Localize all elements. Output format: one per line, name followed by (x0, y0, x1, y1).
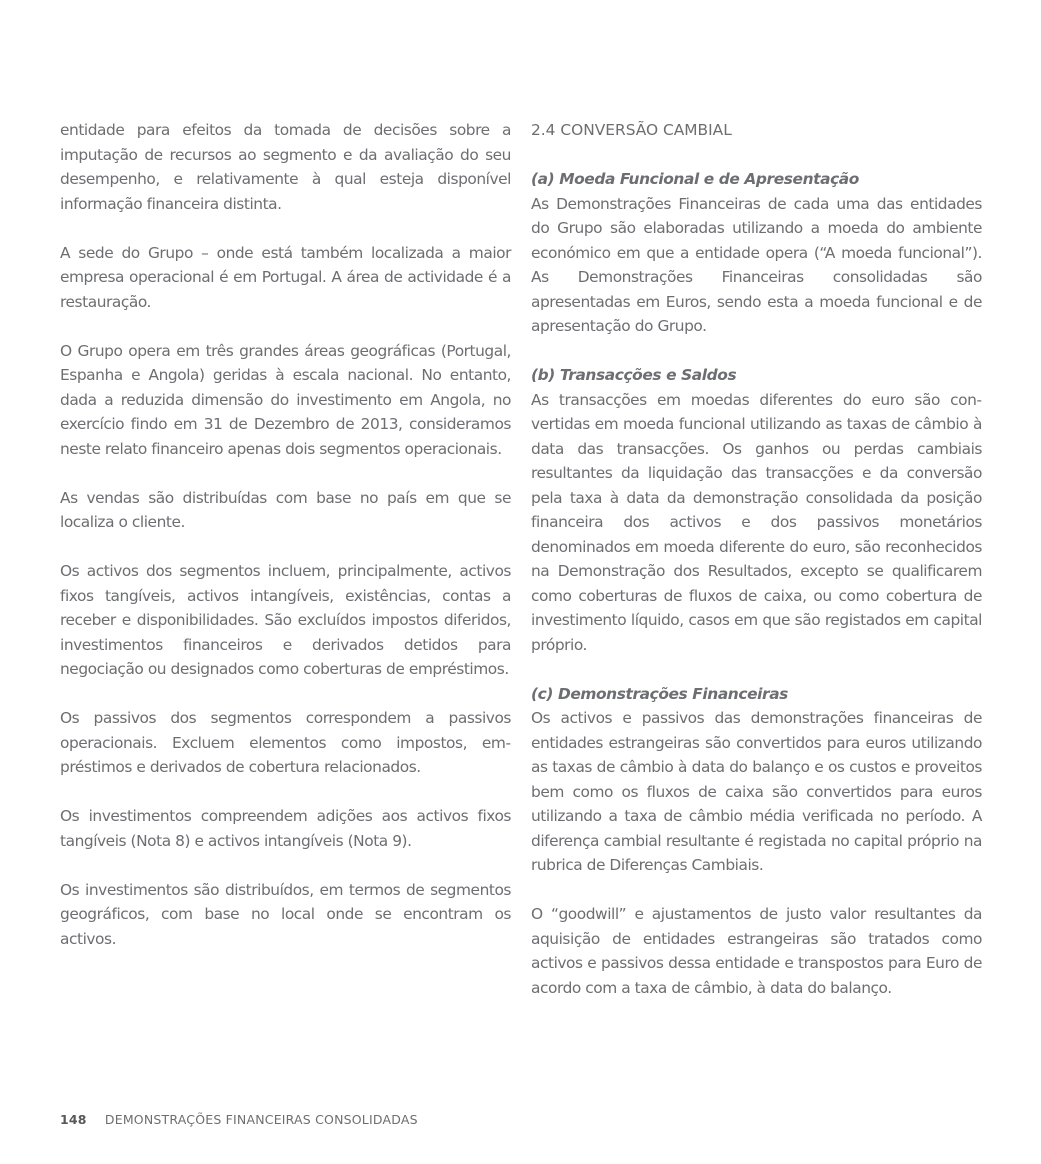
paragraph-segment-definition: entidade para efeitos da tomada de decisões sobre a imputação de recursos ao segmento e da avaliação do seu desempenho, e relativamente à qual esteja disponível informação financeira distinta. (60, 121, 511, 213)
paragraph-sales-distribution: As vendas são distribuídas com base no país em que se localiza o cliente. (60, 488, 511, 531)
subsection-b-title: (b) Transacções e Saldos (531, 366, 737, 384)
footer-section-name: DEMONSTRAÇÕES FINANCEIRAS CONSOLIDADAS (104, 1112, 418, 1127)
section-title: 2.4 CONVERSÃO CAMBIAL (531, 121, 732, 139)
subsection-a-text: As Demonstrações Financeiras de cada uma das entidades do Grupo são elaboradas utilizando a moeda do ambiente económico em que a entidade opera (“A moeda funcional”). As Demonstrações Financeiras consolidadas são apresentadas em Euros, sendo esta a moeda funcional e de apresentação do Grupo. (531, 194, 982, 335)
page-number: 148 (60, 1112, 87, 1127)
paragraph-segment-assets: Os activos dos segmentos incluem, principalmente, activos fixos tangíveis, activos intangíveis, existências, contas a receber e disponibilidades. São excluídos impostos diferidos, investimentos financeiros e derivados detidos para negociação ou designados como coberturas de empréstimos. (60, 562, 511, 678)
paragraph-segment-liabilities: Os passivos dos segmentos correspondem a passivos operacionais. Excluem elementos como impostos, empréstimos e derivados de cobertura relacionados. (60, 709, 511, 776)
paragraph-group-headquarters: A sede do Grupo – onde está também localizada a maior empresa operacional é em Portugal. A área de actividade é a restauração. (60, 243, 511, 311)
right-column (531, 118, 982, 1025)
subsection-c-title: (c) Demonstrações Financeiras (531, 684, 788, 703)
paragraph-investments-distribution: Os investimentos são distribuídos, em termos de segmentos geográficos, com base no local onde se encontram os activos. (60, 880, 511, 948)
subsection-b-text: As transacções em moedas diferentes do euro são convertidas em moeda funcional utilizando as taxas de câmbio à data das transacções. Os ganhos ou perdas cambiais resultantes da liquidação das transacções e da conversão pela taxa à data da demonstração consolidada da posição financeira dos activos e dos passivos monetários denominados em moeda diferente do euro, são reconhecidos na Demonstração dos Resultados, excepto se qualificarem como coberturas de fluxos de caixa, ou como cobertura de investimento líquido, casos em que são registados em capital próprio. (531, 390, 982, 654)
left-column (60, 118, 511, 976)
subsection-c-text-goodwill: O “goodwill” e ajustamentos de justo valor resultantes da aquisição de entidades estrangeiras são tratados como activos e passivos dessa entidade e transpostos para Euro de acordo com a taxa de câmbio, à data do balanço. (531, 905, 982, 997)
paragraph-geographic-areas: O Grupo opera em três grandes áreas geográficas (Portugal, Espanha e Angola) geridas à escala nacional. No entanto, dada a reduzida dimensão do investimento em Angola, no exercício findo em 31 de Dezembro de 2013, consideramos neste relato financeiro apenas dois segmentos operacionais. (60, 341, 511, 458)
page-footer (60, 1112, 418, 1127)
paragraph-investments: Os investimentos compreendem adições aos activos fixos tangíveis (Nota 8) e activos intangíveis (Nota 9). (60, 807, 511, 850)
subsection-a-title: (a) Moeda Funcional e de Apresentação (531, 170, 859, 188)
subsection-c-text: Os activos e passivos das demonstrações financeiras de entidades estrangeiras são convertidos para euros utilizando as taxas de câmbio à data do balanço e os custos e proveitos bem como os fluxos de caixa são convertidos para euros utilizando a taxa de câmbio média verificada no período. A diferença cambial resultante é registada no capital próprio na rubrica de Diferenças Cambiais. (531, 709, 982, 874)
